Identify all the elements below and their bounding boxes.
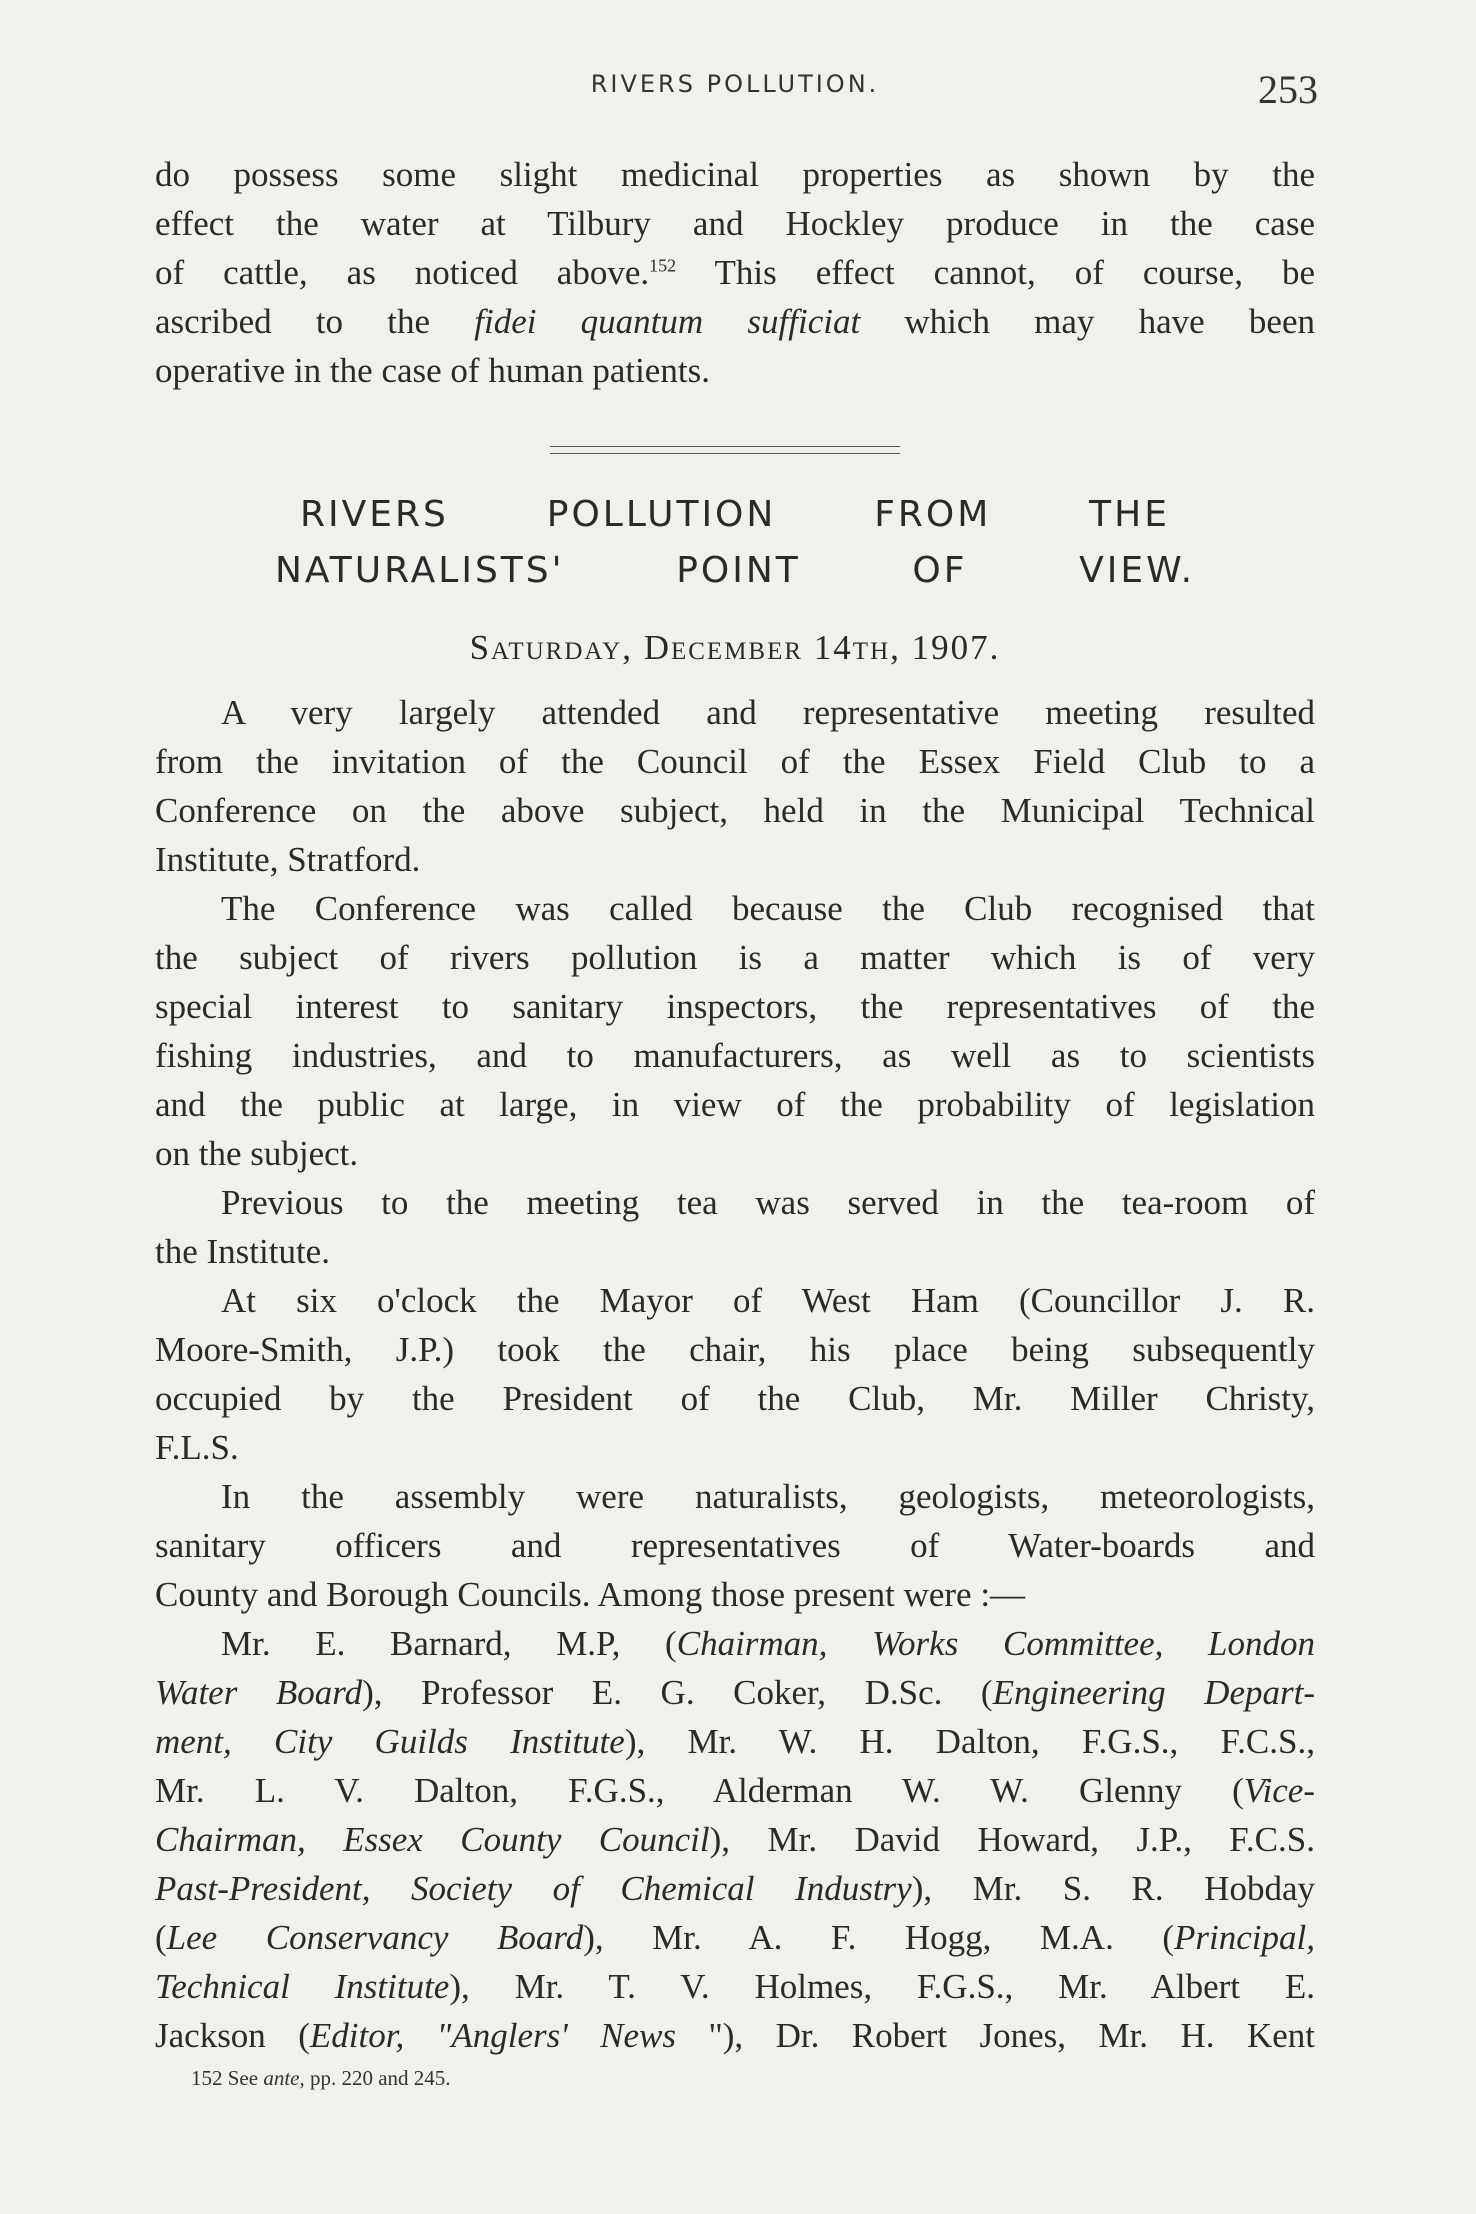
- text-line: [155, 2011, 1315, 2060]
- affiliation: Engineering Depart-: [992, 1673, 1315, 1712]
- latin-phrase: fidei quantum sufficiat: [474, 302, 861, 341]
- affiliation: ment, City Guilds Institute: [155, 1722, 625, 1761]
- heading-words: [300, 494, 1170, 535]
- text-fragment: Jackson (: [155, 2016, 310, 2055]
- text-line: [155, 1668, 1315, 1717]
- text-fragment: (: [155, 1918, 167, 1957]
- affiliation: Chairman, Essex County Council: [155, 1820, 710, 1859]
- footnote-ref: 152: [649, 255, 677, 276]
- paragraph: [155, 1276, 1315, 1472]
- text-line: the Institute.: [155, 1232, 330, 1271]
- text-fragment: , pp. 220 and 245.: [299, 2066, 451, 2090]
- text-line: from the invitation of the Council of the Essex Field Club to a: [155, 742, 1315, 781]
- heading-word: NATURALISTS': [275, 550, 565, 591]
- affiliation: Editor, "Anglers' News: [309, 2016, 677, 2055]
- text-line: The Conference was called because the Club recognised that: [221, 889, 1315, 928]
- text-fragment: Mr. L. V. Dalton, F.G.S., Alderman W. W. Glenny (: [155, 1771, 1244, 1810]
- section-divider: [155, 446, 1315, 462]
- text-fragment: ante: [263, 2066, 300, 2090]
- paragraph: [155, 884, 1315, 1178]
- divider-rule: [550, 453, 900, 454]
- running-head: [155, 66, 1318, 116]
- text-fragment: ascribed to the: [155, 302, 475, 341]
- main-text: [155, 688, 1315, 2060]
- paragraph: [155, 1178, 1315, 1276]
- text-fragment: "), Dr. Robert Jones, Mr. H. Kent: [676, 2016, 1315, 2055]
- text-fragment: ), Mr. S. R. Hobday: [911, 1869, 1315, 1908]
- text-fragment: of cattle, as noticed above.: [155, 253, 650, 292]
- text-line: effect the water at Tilbury and Hockley produce in the case: [155, 204, 1315, 243]
- text-fragment: See: [222, 2066, 264, 2090]
- heading-word: POINT: [676, 550, 801, 591]
- heading-words: [275, 550, 1195, 591]
- heading-word: POLLUTION: [546, 494, 777, 535]
- text-fragment: ), Professor E. G. Coker, D.Sc. (: [362, 1673, 993, 1712]
- text-line: [155, 1864, 1315, 1913]
- text-line: [155, 248, 1315, 297]
- text-line: and the public at large, in view of the probability of legislation: [155, 1085, 1315, 1124]
- text-line: [155, 1766, 1315, 1815]
- text-line: do possess some slight medicinal properties as shown by the: [155, 155, 1315, 194]
- text-line: special interest to sanitary inspectors, the representatives of the: [155, 987, 1315, 1026]
- footnote: [191, 2066, 451, 2091]
- section-heading-line-2: [155, 550, 1315, 591]
- text-fragment: ), Mr. David Howard, J.P., F.C.S.: [709, 1820, 1315, 1859]
- text-line: operative in the case of human patients.: [155, 351, 710, 390]
- affiliation: Chairman, Works Committee, London: [676, 1624, 1315, 1663]
- heading-word: VIEW.: [1079, 550, 1196, 591]
- heading-word: THE: [1089, 494, 1170, 535]
- meeting-date: Saturday, December 14th, 1907.: [469, 628, 1001, 667]
- text-line: [155, 1962, 1315, 2011]
- section-heading-line-1: [155, 494, 1315, 535]
- affiliation: Lee Conservancy Board: [166, 1918, 584, 1957]
- text-fragment: Mr. E. Barnard, M.P, (: [221, 1624, 677, 1663]
- heading-word: FROM: [874, 494, 992, 535]
- text-line: occupied by the President of the Club, Mr. Miller Christy,: [155, 1379, 1315, 1418]
- affiliation: Vice-: [1243, 1771, 1315, 1810]
- text-fragment: which may have been: [860, 302, 1316, 341]
- text-line: Institute, Stratford.: [155, 840, 421, 879]
- text-line: F.L.S.: [155, 1428, 239, 1467]
- text-line: Moore-Smith, J.P.) took the chair, his place being subsequently: [155, 1330, 1315, 1369]
- affiliation: Past-President, Society of Chemical Industry: [155, 1869, 912, 1908]
- attendee-paragraph: [155, 1619, 1315, 2060]
- text-line: In the assembly were naturalists, geologists, meteorologists,: [221, 1477, 1315, 1516]
- running-title: RIVERS POLLUTION.: [590, 70, 880, 98]
- text-line: [155, 1717, 1315, 1766]
- text-line: fishing industries, and to manufacturers, as well as to scientists: [155, 1036, 1315, 1075]
- text-fragment: ), Mr. T. V. Holmes, F.G.S., Mr. Albert E.: [449, 1967, 1315, 2006]
- heading-word: OF: [912, 550, 968, 591]
- text-line: the subject of rivers pollution is a matter which is of very: [155, 938, 1315, 977]
- text-fragment: This effect cannot, of course, be: [676, 253, 1315, 292]
- text-line: [155, 1619, 1315, 1668]
- text-line: A very largely attended and representative meeting resulted: [221, 693, 1315, 732]
- affiliation: Principal,: [1174, 1918, 1315, 1957]
- text-line: Conference on the above subject, held in the Municipal Technical: [155, 791, 1315, 830]
- text-line: sanitary officers and representatives of Water-boards and: [155, 1526, 1315, 1565]
- footnote-number: 152: [191, 2066, 223, 2090]
- intro-paragraph: [155, 150, 1315, 395]
- text-line: on the subject.: [155, 1134, 359, 1173]
- text-line: County and Borough Councils. Among those present were :—: [155, 1575, 1026, 1614]
- page-number: 253: [1258, 67, 1318, 112]
- text-line: [155, 297, 1315, 346]
- text-line: At six o'clock the Mayor of West Ham (Councillor J. R.: [221, 1281, 1315, 1320]
- text-line: Previous to the meeting tea was served in the tea-room of: [221, 1183, 1315, 1222]
- affiliation: Water Board: [155, 1673, 363, 1712]
- affiliation: Technical Institute: [155, 1967, 450, 2006]
- text-line: [155, 1815, 1315, 1864]
- paragraph: [155, 1472, 1315, 1619]
- heading-word: RIVERS: [300, 494, 449, 535]
- paragraph: [155, 688, 1315, 884]
- book-page: [155, 0, 1318, 2214]
- text-fragment: ), Mr. A. F. Hogg, M.A. (: [583, 1918, 1175, 1957]
- text-line: [155, 1913, 1315, 1962]
- text-fragment: ), Mr. W. H. Dalton, F.G.S., F.C.S.,: [624, 1722, 1315, 1761]
- divider-rule: [550, 446, 900, 447]
